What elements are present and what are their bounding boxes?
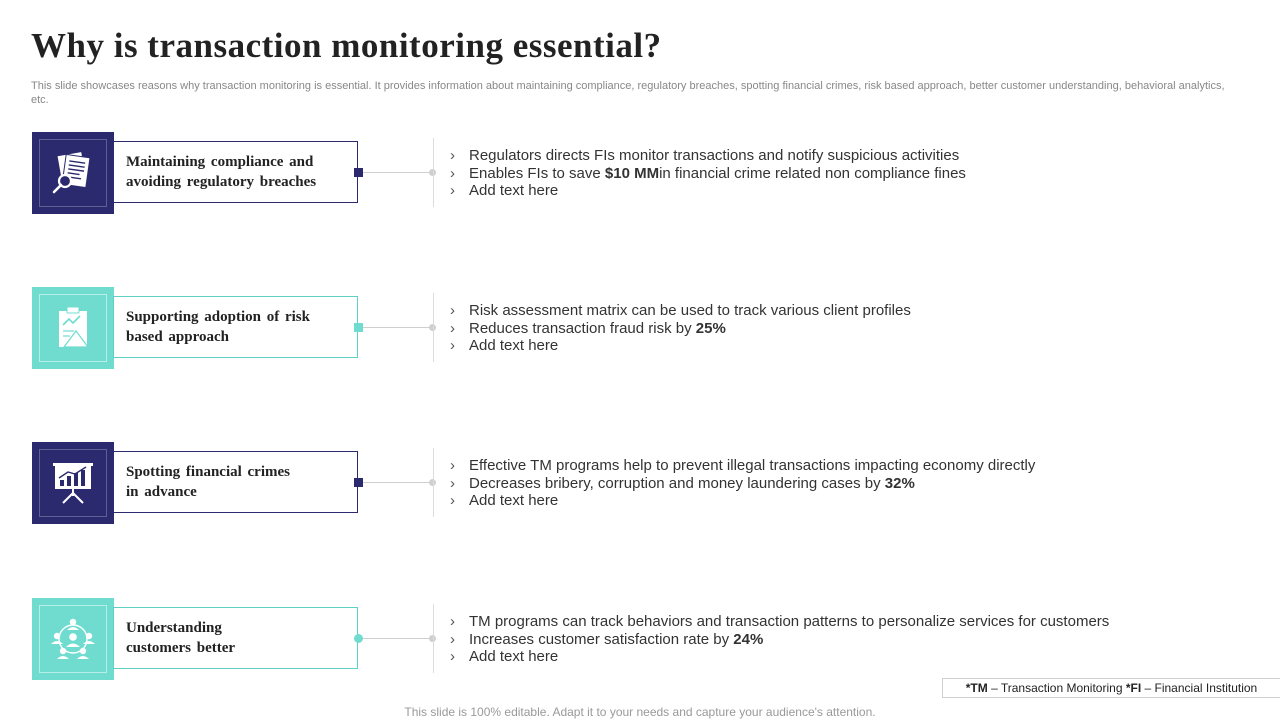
reason-label: Spotting financial crimes in advance (126, 464, 290, 500)
slide-footer: This slide is 100% editable. Adapt it to your needs and capture your audience's attention. (404, 705, 876, 719)
reason-label-box (113, 141, 358, 203)
bullet-item: › TM programs can track behaviors and transaction patterns to personalize services for customers (450, 613, 1110, 630)
bullet-item: › Regulators directs FIs monitor transactions and notify suspicious activities (450, 147, 960, 164)
chevron-right-icon: › (450, 337, 455, 354)
icon-tile (32, 598, 114, 680)
bullet-item: › Add text here (450, 648, 559, 665)
connector-line (363, 482, 433, 483)
chevron-right-icon: › (450, 147, 455, 164)
bullet-item: › Enables FIs to save $10 MM in financial crime related non compliance fines (450, 164, 966, 182)
chevron-right-icon: › (450, 474, 455, 492)
divider (433, 448, 434, 517)
reason-row-risk (0, 287, 1280, 371)
reason-label-box (113, 451, 358, 513)
connector-line (363, 327, 433, 328)
chevron-right-icon: › (450, 164, 455, 182)
bullet-list (450, 147, 966, 200)
chevron-right-icon: › (450, 648, 455, 665)
chevron-right-icon: › (450, 182, 455, 199)
customer-network-icon (50, 616, 96, 662)
divider (433, 293, 434, 362)
abbreviation-footnote: *TM – Transaction Monitoring *FI – Financial Institution (942, 678, 1280, 698)
reason-row-compliance (0, 132, 1280, 216)
document-magnifier-icon (50, 150, 96, 196)
bullet-item: › Effective TM programs help to prevent illegal transactions impacting economy directly (450, 457, 1036, 474)
page-title: Why is transaction monitoring essential? (31, 26, 662, 65)
chevron-right-icon: › (450, 492, 455, 509)
reason-row-customers (0, 598, 1280, 682)
bullet-list (450, 457, 1035, 510)
icon-tile (32, 132, 114, 214)
bullet-list (450, 613, 1109, 666)
chevron-right-icon: › (450, 302, 455, 319)
bullet-item: › Decreases bribery, corruption and money laundering cases by 32% (450, 474, 915, 492)
bullet-item: › Increases customer satisfaction rate by 24% (450, 630, 764, 648)
divider (433, 604, 434, 673)
reason-label-box (113, 296, 358, 358)
reason-label: Understanding customers better (126, 620, 236, 656)
bullet-item: › Add text here (450, 182, 559, 199)
bullet-item: › Reduces transaction fraud risk by 25% (450, 319, 726, 337)
connector-line (363, 172, 433, 173)
connector-square (354, 478, 363, 487)
presentation-chart-icon (50, 460, 96, 506)
bullet-item: › Risk assessment matrix can be used to track various client profiles (450, 302, 911, 319)
chevron-right-icon: › (450, 613, 455, 630)
bullet-item: › Add text here (450, 492, 559, 509)
connector-square (354, 323, 363, 332)
page-subtitle: This slide showcases reasons why transaction monitoring is essential. It provides information about maintaining compliance, regulatory breaches, spotting financial crimes, risk based approach, better customer understanding, behavioral analytics, etc. (31, 80, 1225, 106)
reason-row-crimes (0, 442, 1280, 526)
icon-tile (32, 287, 114, 369)
chevron-right-icon: › (450, 319, 455, 337)
clipboard-chart-icon (50, 305, 96, 351)
reason-label: Maintaining compliance and avoiding regulatory breaches (126, 154, 317, 190)
icon-tile (32, 442, 114, 524)
chevron-right-icon: › (450, 457, 455, 474)
chevron-right-icon: › (450, 630, 455, 648)
divider (433, 138, 434, 207)
connector-square (354, 168, 363, 177)
connector-circle (354, 634, 363, 643)
connector-line (363, 638, 433, 639)
reason-label: Supporting adoption of risk based approach (126, 309, 310, 345)
bullet-list (450, 302, 911, 355)
bullet-item: › Add text here (450, 337, 559, 354)
reason-label-box (113, 607, 358, 669)
